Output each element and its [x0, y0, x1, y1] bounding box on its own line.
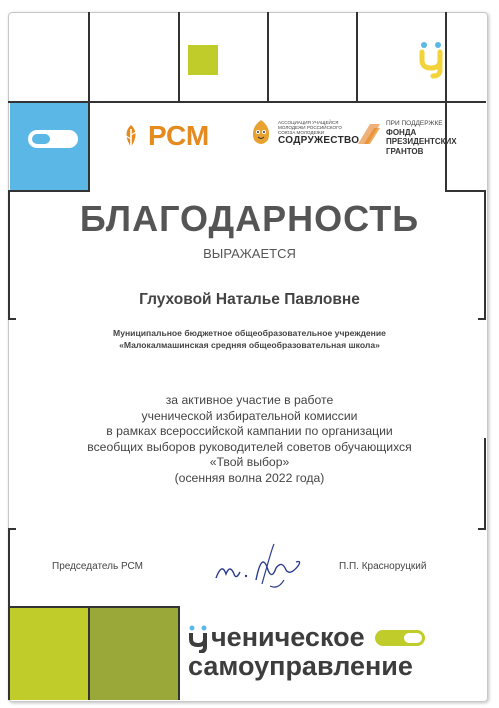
brand-wordmark [188, 623, 425, 681]
organization [0, 327, 499, 351]
decor-square-olive-bottom [90, 608, 178, 700]
grid-line [178, 12, 180, 102]
handwritten-signature [212, 540, 312, 600]
sodruzhestvo-logo [248, 118, 359, 148]
body-line1: за активное участие в работе [165, 393, 334, 407]
certificate-subtitle: ВЫРАЖАЕТСЯ [203, 246, 296, 261]
certificate-body [0, 393, 499, 487]
certificate-title: БЛАГОДАРНОСТЬ [79, 198, 420, 239]
decor-square-blue [10, 103, 88, 190]
rsm-logo-text: РСМ [148, 120, 210, 151]
grid-line [478, 318, 486, 320]
sodruzhestvo-title: СОДРУЖЕСТВО [278, 135, 360, 147]
recipient-name: Глуховой Наталье Павловне [139, 291, 360, 308]
sodruzhestvo-small-text: АССОЦИАЦИЯ УЧАЩЕЙСЯ МОЛОДЕЖИ РОССИЙСКОГО СОЮЗА МОЛОДЕЖИ [278, 119, 342, 136]
signature-right-label: П.П. Красноруцкий [339, 561, 427, 572]
grid-line [178, 606, 180, 700]
body-line4: всеобщих выборов руководителей советов обучающихся [87, 439, 412, 454]
fond-small-text: ПРИ ПОДДЕРЖКЕ [386, 120, 443, 127]
grid-line [445, 190, 486, 192]
fond-line3: ГРАНТОВ [386, 146, 424, 156]
decor-square-lime-bottom [10, 608, 88, 700]
toggle-decor [375, 630, 425, 646]
grid-line [8, 318, 16, 320]
u-logo-icon [418, 40, 448, 80]
leaf-mascot-icon [248, 118, 274, 148]
grid-line [8, 190, 90, 192]
brand-line2: самоуправление [188, 651, 413, 681]
rsm-logo [118, 120, 209, 152]
decor-square-lime [188, 45, 218, 75]
grid-line [356, 12, 358, 102]
fond-line2: ПРЕЗИДЕНТСКИХ [386, 137, 457, 146]
brand-u-icon [188, 625, 210, 651]
body-line2: ученической избирательной комиссии [141, 408, 358, 423]
body-line3: в рамках всероссийской кампании по организации [106, 424, 393, 439]
leaf-icon [118, 123, 144, 149]
grid-line [267, 12, 269, 102]
signature-left-label: Председатель РСМ [52, 561, 143, 572]
fond-line1: ФОНДА [386, 127, 417, 137]
brand-line1: ченическое [211, 622, 365, 652]
org-line2: «Малокалмашинская средняя общеобразовательная школа» [119, 340, 380, 350]
fond-emblem-icon [356, 120, 382, 146]
body-line6: (осенняя волна 2022 года) [174, 470, 325, 485]
org-line1: Муниципальное бюджетное общеобразовательное учреждение [113, 328, 386, 338]
fond-logo [356, 120, 457, 156]
body-line5: «Твой выбор» [209, 455, 290, 470]
